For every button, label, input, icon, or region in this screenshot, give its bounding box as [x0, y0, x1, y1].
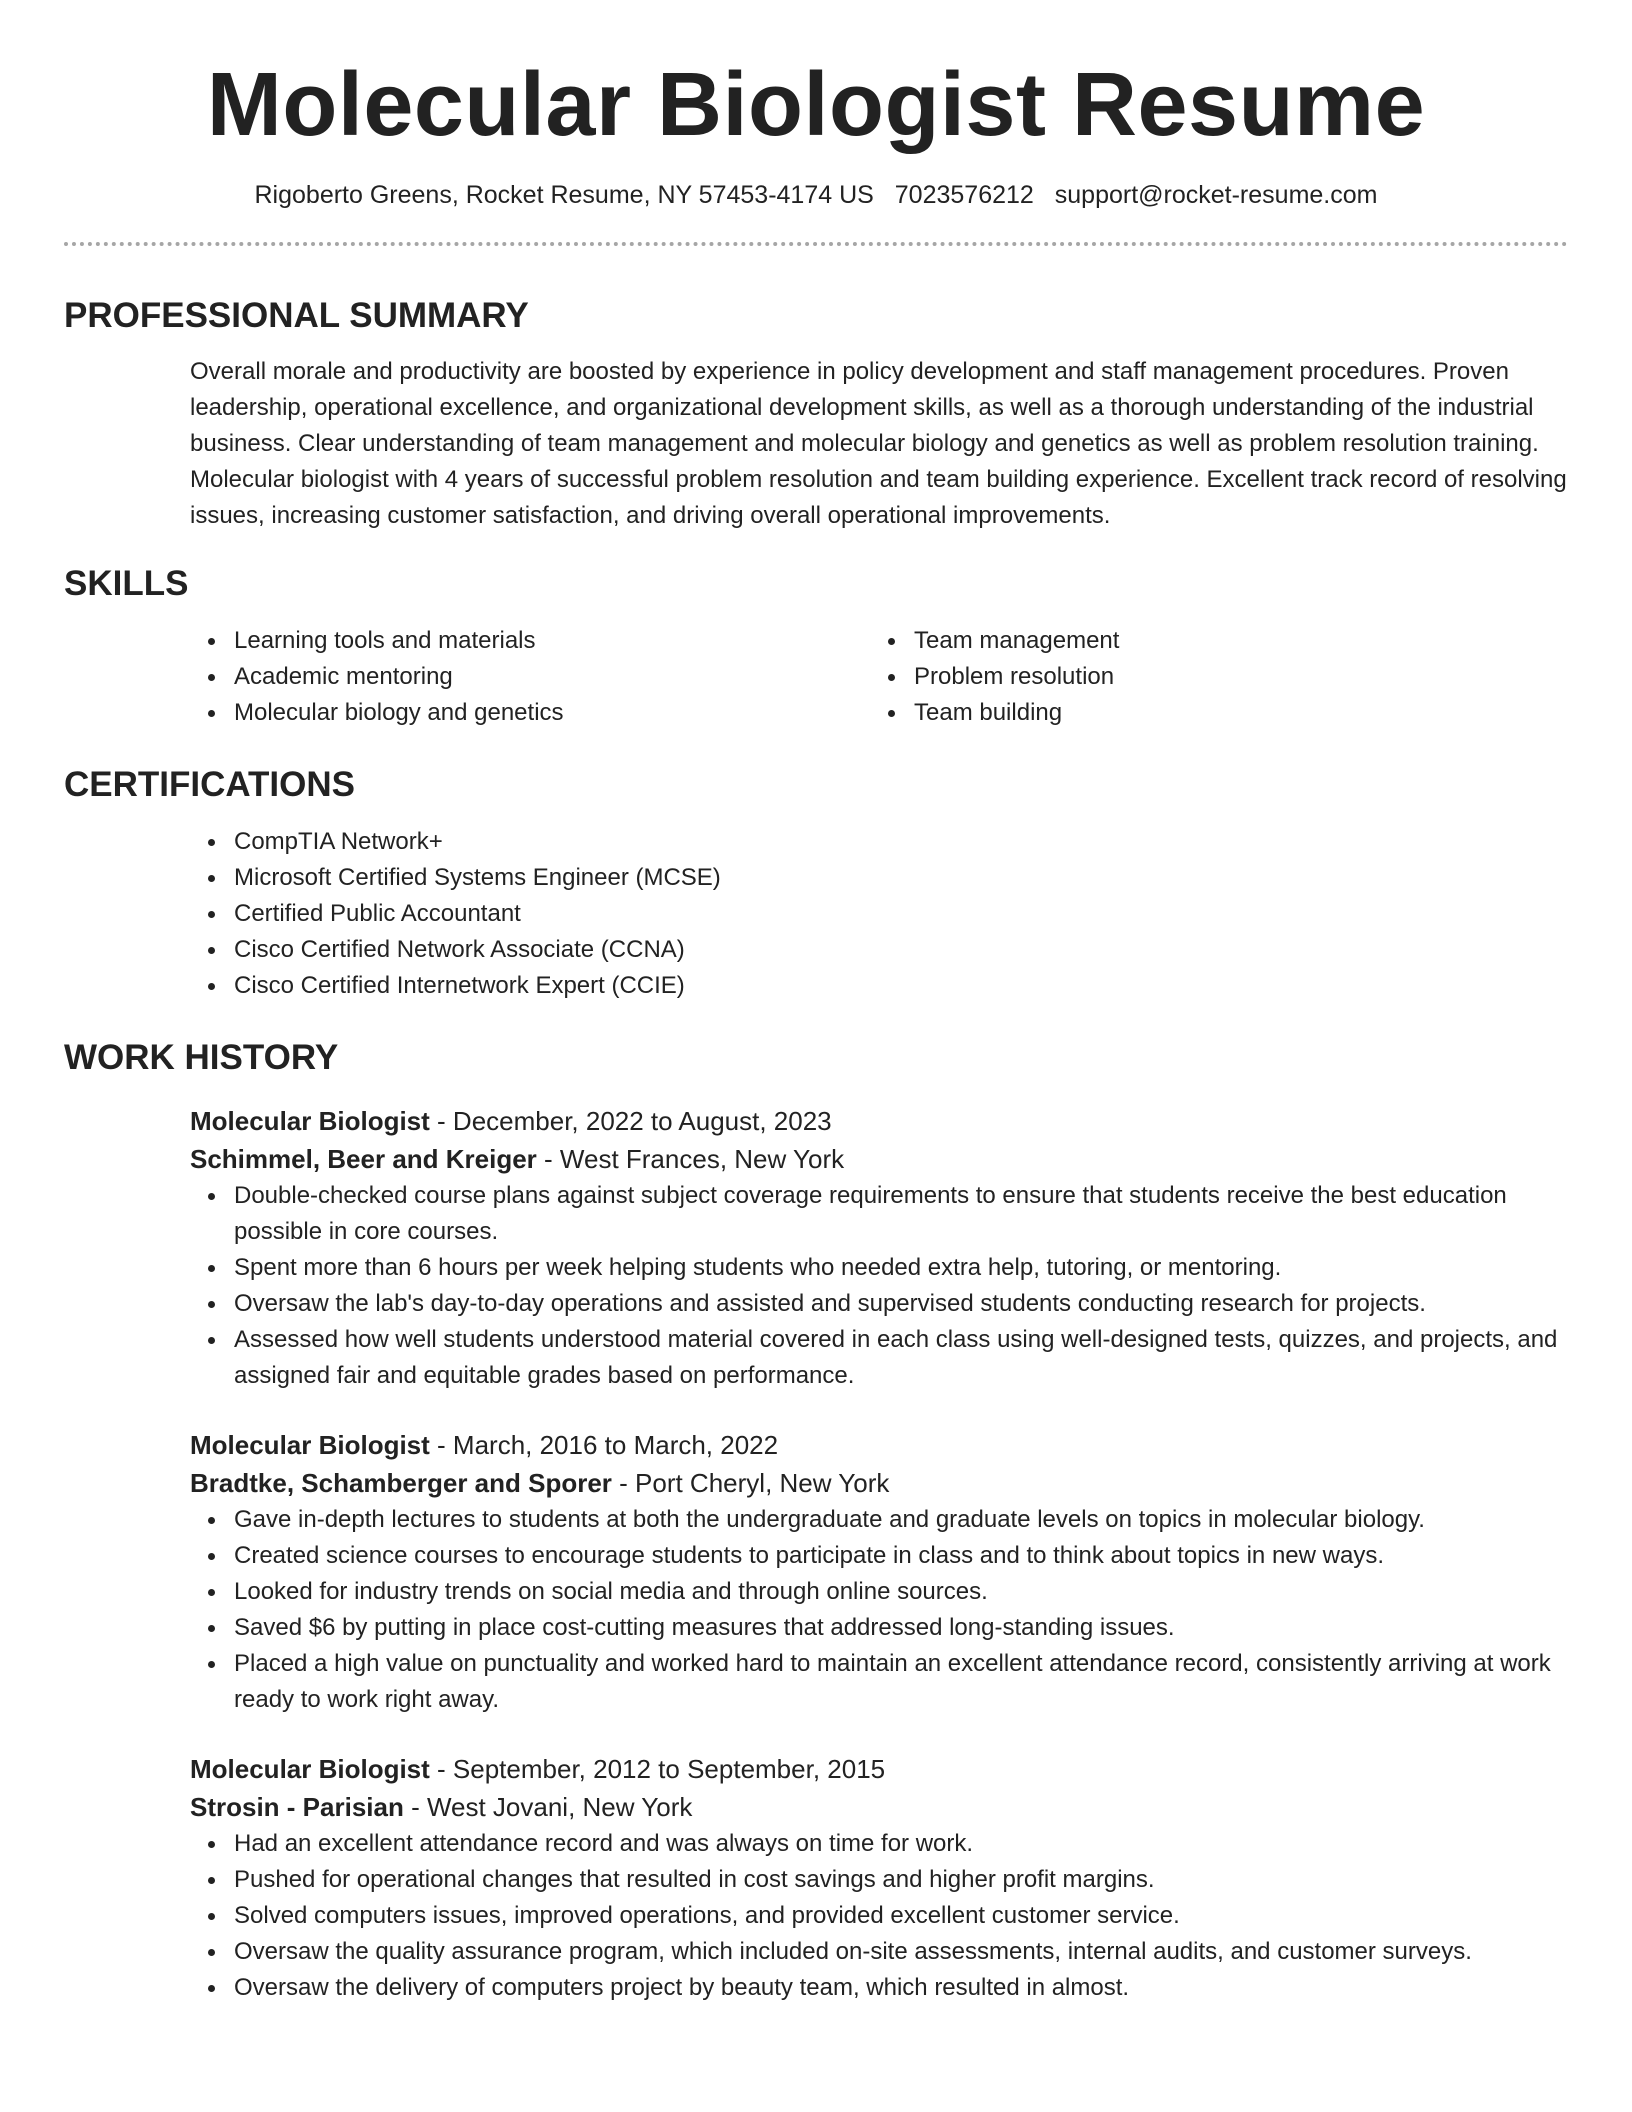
job-bullet: Created science courses to encourage students to participate in class and to think about topics in new ways. — [234, 1538, 1568, 1574]
job-bullet: Double-checked course plans against subject coverage requirements to ensure that students receive the best education possible in core courses. — [234, 1178, 1568, 1250]
job-dates: - September, 2012 to September, 2015 — [429, 1754, 886, 1784]
contact-line — [64, 178, 1568, 212]
job-company-line — [190, 1788, 1568, 1826]
job-bullet: Solved computers issues, improved operations, and provided excellent customer service. — [234, 1898, 1568, 1934]
job-entry — [190, 1426, 1568, 1718]
job-title-line — [190, 1426, 1568, 1464]
certifications-heading: CERTIFICATIONS — [64, 765, 356, 804]
summary-text: Overall morale and productivity are boosted by experience in policy development and staff management procedures. Proven leadership, operational excellence, and organizational development skills, as well as a thorough understanding of the industrial business. Clear understanding of team management and molecular biology and genetics as well as problem resolution training. Molecular biologist with 4 years of successful problem resolution and team building experience. Excellent track record of resolving issues, increasing customer satisfaction, and driving overall operational improvements. — [190, 358, 1567, 529]
skill-item: Academic mentoring — [234, 659, 870, 695]
job-company: Strosin - Parisian — [190, 1792, 404, 1822]
contact-address: Rigoberto Greens, Rocket Resume, NY 57453-4174 US — [254, 181, 874, 209]
job-bullet: Placed a high value on punctuality and worked hard to maintain an excellent attendance record, consistently arriving at work ready to work right away. — [234, 1646, 1568, 1718]
summary-heading: PROFESSIONAL SUMMARY — [64, 296, 529, 335]
job-title-line — [190, 1102, 1568, 1140]
skills-list — [190, 623, 1568, 731]
certification-item: Cisco Certified Network Associate (CCNA) — [234, 932, 1568, 968]
job-company-line — [190, 1464, 1568, 1502]
skills-column-left — [190, 623, 870, 731]
skill-item: Team management — [914, 623, 1550, 659]
job-dates: - December, 2022 to August, 2023 — [429, 1106, 832, 1136]
job-bullet: Assessed how well students understood material covered in each class using well-designed tests, quizzes, and projects, and assigned fair and equitable grades based on performance. — [234, 1322, 1568, 1394]
skills-column-right — [870, 623, 1550, 731]
job-company: Schimmel, Beer and Kreiger — [190, 1144, 537, 1174]
job-dates: - March, 2016 to March, 2022 — [429, 1430, 779, 1460]
work-history-heading: WORK HISTORY — [64, 1038, 339, 1077]
skill-item: Team building — [914, 695, 1550, 731]
contact-email: support@rocket-resume.com — [1054, 181, 1378, 209]
job-bullet: Oversaw the lab's day-to-day operations and assisted and supervised students conducting research for projects. — [234, 1286, 1568, 1322]
skill-item: Learning tools and materials — [234, 623, 870, 659]
certifications-list — [190, 824, 1568, 1004]
job-bullet: Pushed for operational changes that resulted in cost savings and higher profit margins. — [234, 1862, 1568, 1898]
job-bullet: Oversaw the delivery of computers project by beauty team, which resulted in almost. — [234, 1970, 1568, 2006]
certification-item: Cisco Certified Internetwork Expert (CCIE) — [234, 968, 1568, 1004]
job-bullet: Oversaw the quality assurance program, which included on-site assessments, internal audits, and customer surveys. — [234, 1934, 1568, 1970]
job-entry — [190, 1102, 1568, 1394]
job-bullet: Saved $6 by putting in place cost-cutting measures that addressed long-standing issues. — [234, 1610, 1568, 1646]
job-title: Molecular Biologist — [190, 1106, 430, 1136]
job-bullets — [190, 1826, 1568, 2006]
job-title-line — [190, 1750, 1568, 1788]
skill-item: Problem resolution — [914, 659, 1550, 695]
job-bullet: Spent more than 6 hours per week helping students who needed extra help, tutoring, or mentoring. — [234, 1250, 1568, 1286]
certification-item: Microsoft Certified Systems Engineer (MCSE) — [234, 860, 1568, 896]
job-bullets — [190, 1178, 1568, 1394]
job-location: - West Jovani, New York — [403, 1792, 693, 1822]
job-location: - West Frances, New York — [536, 1144, 845, 1174]
job-company-line — [190, 1140, 1568, 1178]
job-location: - Port Cheryl, New York — [611, 1468, 890, 1498]
job-bullets — [190, 1502, 1568, 1718]
job-entry — [190, 1750, 1568, 2006]
job-bullet: Had an excellent attendance record and was always on time for work. — [234, 1826, 1568, 1862]
header-divider — [64, 242, 1568, 246]
job-company: Bradtke, Schamberger and Sporer — [190, 1468, 612, 1498]
job-title: Molecular Biologist — [190, 1430, 430, 1460]
job-bullet: Looked for industry trends on social media and through online sources. — [234, 1574, 1568, 1610]
resume-title: Molecular Biologist Resume — [206, 55, 1426, 155]
certification-item: Certified Public Accountant — [234, 896, 1568, 932]
contact-phone: 7023576212 — [894, 181, 1034, 209]
skills-heading: SKILLS — [64, 564, 189, 603]
job-bullet: Gave in-depth lectures to students at both the undergraduate and graduate levels on topics in molecular biology. — [234, 1502, 1568, 1538]
skill-item: Molecular biology and genetics — [234, 695, 870, 731]
job-title: Molecular Biologist — [190, 1754, 430, 1784]
certification-item: CompTIA Network+ — [234, 824, 1568, 860]
